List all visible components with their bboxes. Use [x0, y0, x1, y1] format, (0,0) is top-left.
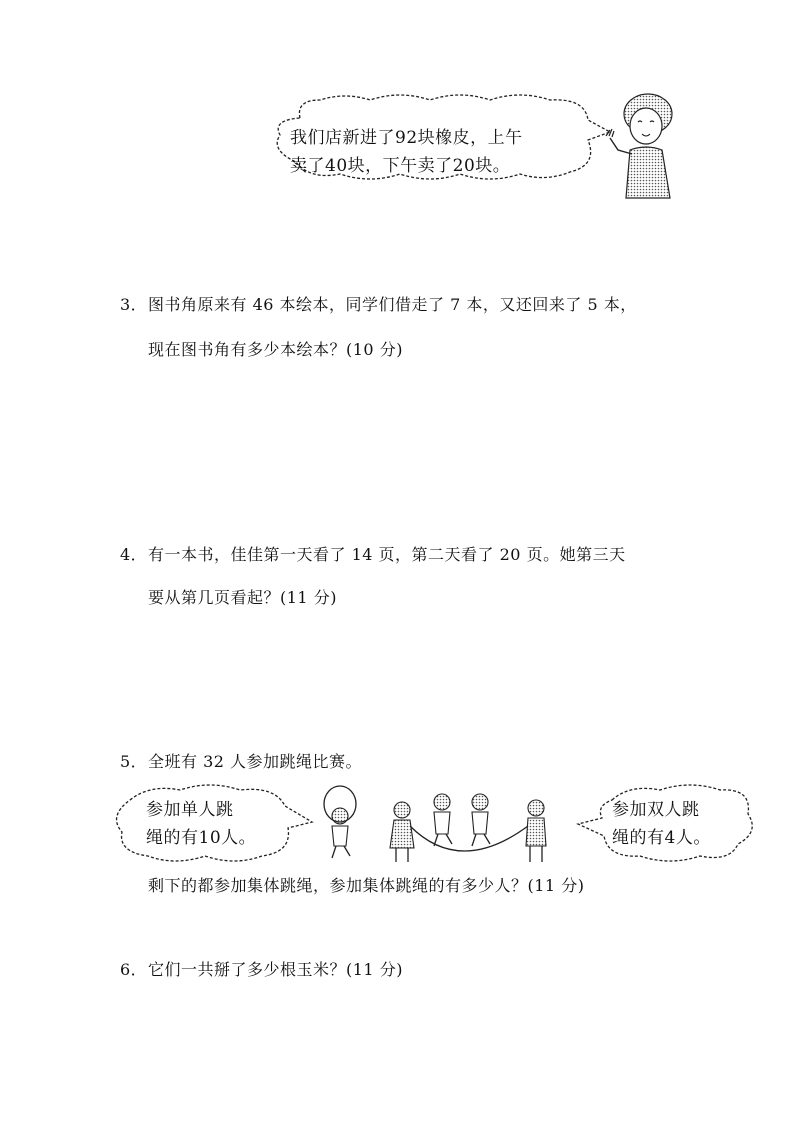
question-4-number: 4． [120, 545, 148, 564]
question-5-line-2: 剩下的都参加集体跳绳，参加集体跳绳的有多少人？(11 分) [148, 876, 585, 895]
single-rope-bubble-line-1: 参加单人跳 [146, 800, 234, 820]
shop-bubble-line-1: 我们店新进了92块橡皮，上午 [290, 128, 523, 148]
double-rope-bubble-line-2: 绳的有4人。 [612, 828, 711, 848]
shopkeeper-girl-illustration [600, 92, 680, 202]
question-4-line-1: 有一本书，佳佳第一天看了 14 页，第二天看了 20 页。她第三天 [148, 545, 626, 564]
question-4-line-2: 要从第几页看起？(11 分) [148, 588, 337, 607]
shop-bubble-line-2: 卖了40块，下午卖了20块。 [290, 156, 511, 176]
question-6-line-1: 它们一共掰了多少根玉米？(11 分) [148, 960, 403, 979]
jump-rope-children-illustration [310, 786, 570, 866]
question-3-number: 3． [120, 295, 148, 314]
single-rope-bubble-line-2: 绳的有10人。 [146, 828, 257, 848]
question-6-number: 6． [120, 960, 148, 979]
double-rope-bubble-line-1: 参加双人跳 [612, 800, 700, 820]
question-5-number: 5． [120, 752, 148, 771]
question-3-line-2: 现在图书角有多少本绘本？(10 分) [148, 340, 403, 359]
question-5-line-1: 全班有 32 人参加跳绳比赛。 [148, 752, 363, 771]
question-3-line-1: 图书角原来有 46 本绘本，同学们借走了 7 本，又还回来了 5 本， [148, 295, 637, 314]
